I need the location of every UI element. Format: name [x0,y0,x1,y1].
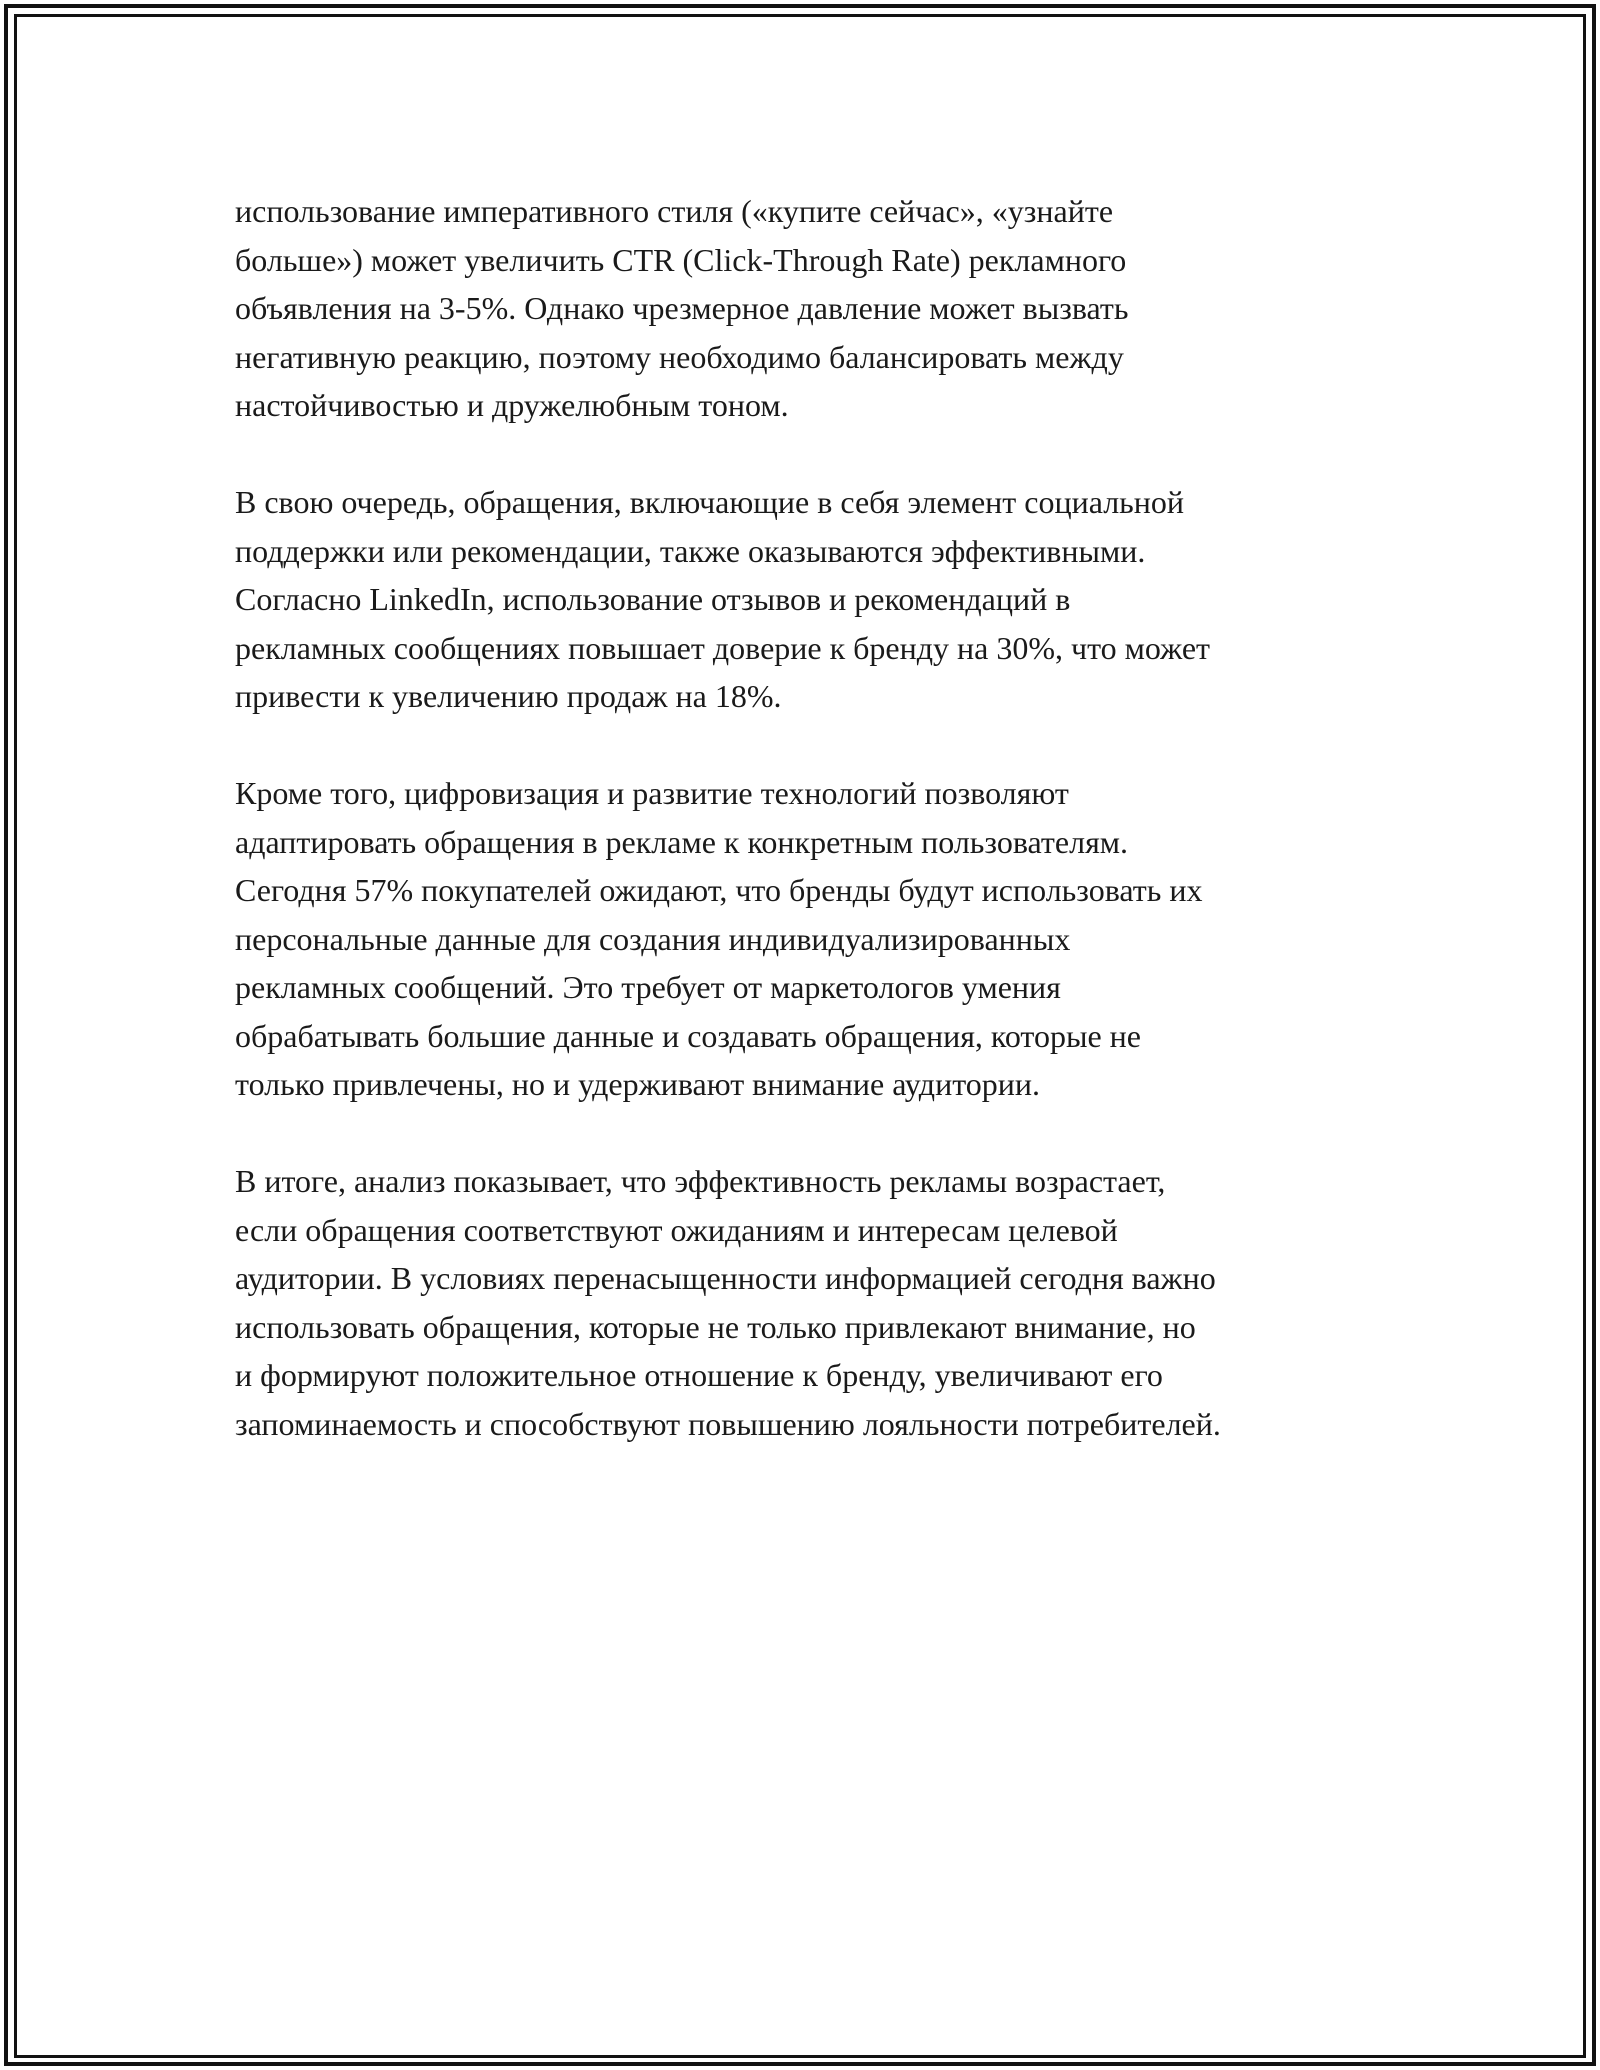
text-line: негативную реакцию, поэтому необходимо балансировать между [235,338,1124,375]
text-line: аудитории. В условиях перенасыщенности информацией сегодня важно [235,1260,1216,1296]
text-line: и формируют положительное отношение к бренду, увеличивают его [235,1357,1163,1393]
paragraph-conclusion [235,1157,1385,1448]
text-line: настойчивостью и дружелюбным тоном. [235,387,789,423]
paragraph-imperative-style [235,187,1385,430]
paragraph-personalization [235,769,1385,1109]
text-line: персональные данные для создания индивидуализированных [235,920,1071,957]
document-body [235,187,1385,1497]
text-line: объявления на 3-5%. Однако чрезмерное давление может вызвать [235,290,1129,326]
text-line: если обращения соответствуют ожиданиям и интересам целевой [235,1211,1118,1248]
text-line: поддержки или рекомендации, также оказываются эффективными. [235,532,1146,569]
text-line: Сегодня 57% покупателей ожидают, что бренды будут использовать их [235,872,1203,908]
text-line: использование императивного стиля («купите сейчас», «узнайте [235,193,1114,229]
text-line: Кроме того, цифровизация и развитие технологий позволяют [235,775,1069,811]
text-line: только привлечены, но и удерживают внимание аудитории. [235,1066,1040,1102]
text-line: запоминаемость и способствуют повышению лояльности потребителей. [235,1405,1221,1442]
text-line: В свою очередь, обращения, включающие в себя элемент социальной [235,484,1184,520]
text-line: больше») может увеличить CTR (Click-Through Rate) рекламного [235,241,1127,278]
paragraph-social-proof [235,478,1385,721]
text-line: адаптировать обращения в рекламе к конкретным пользователям. [235,823,1129,860]
text-line: привести к увеличению продаж на 18%. [235,678,782,714]
text-line: рекламных сообщений. Это требует от маркетологов умения [235,969,1061,1005]
text-line: использовать обращения, которые не только привлекают внимание, но [235,1308,1196,1345]
text-line: обрабатывать большие данные и создавать обращения, которые не [235,1017,1141,1054]
text-line: рекламных сообщениях повышает доверие к бренду на 30%, что может [235,629,1210,666]
text-line: В итоге, анализ показывает, что эффективность рекламы возрастает, [235,1163,1166,1199]
text-line: Согласно LinkedIn, использование отзывов и рекомендаций в [235,581,1071,617]
